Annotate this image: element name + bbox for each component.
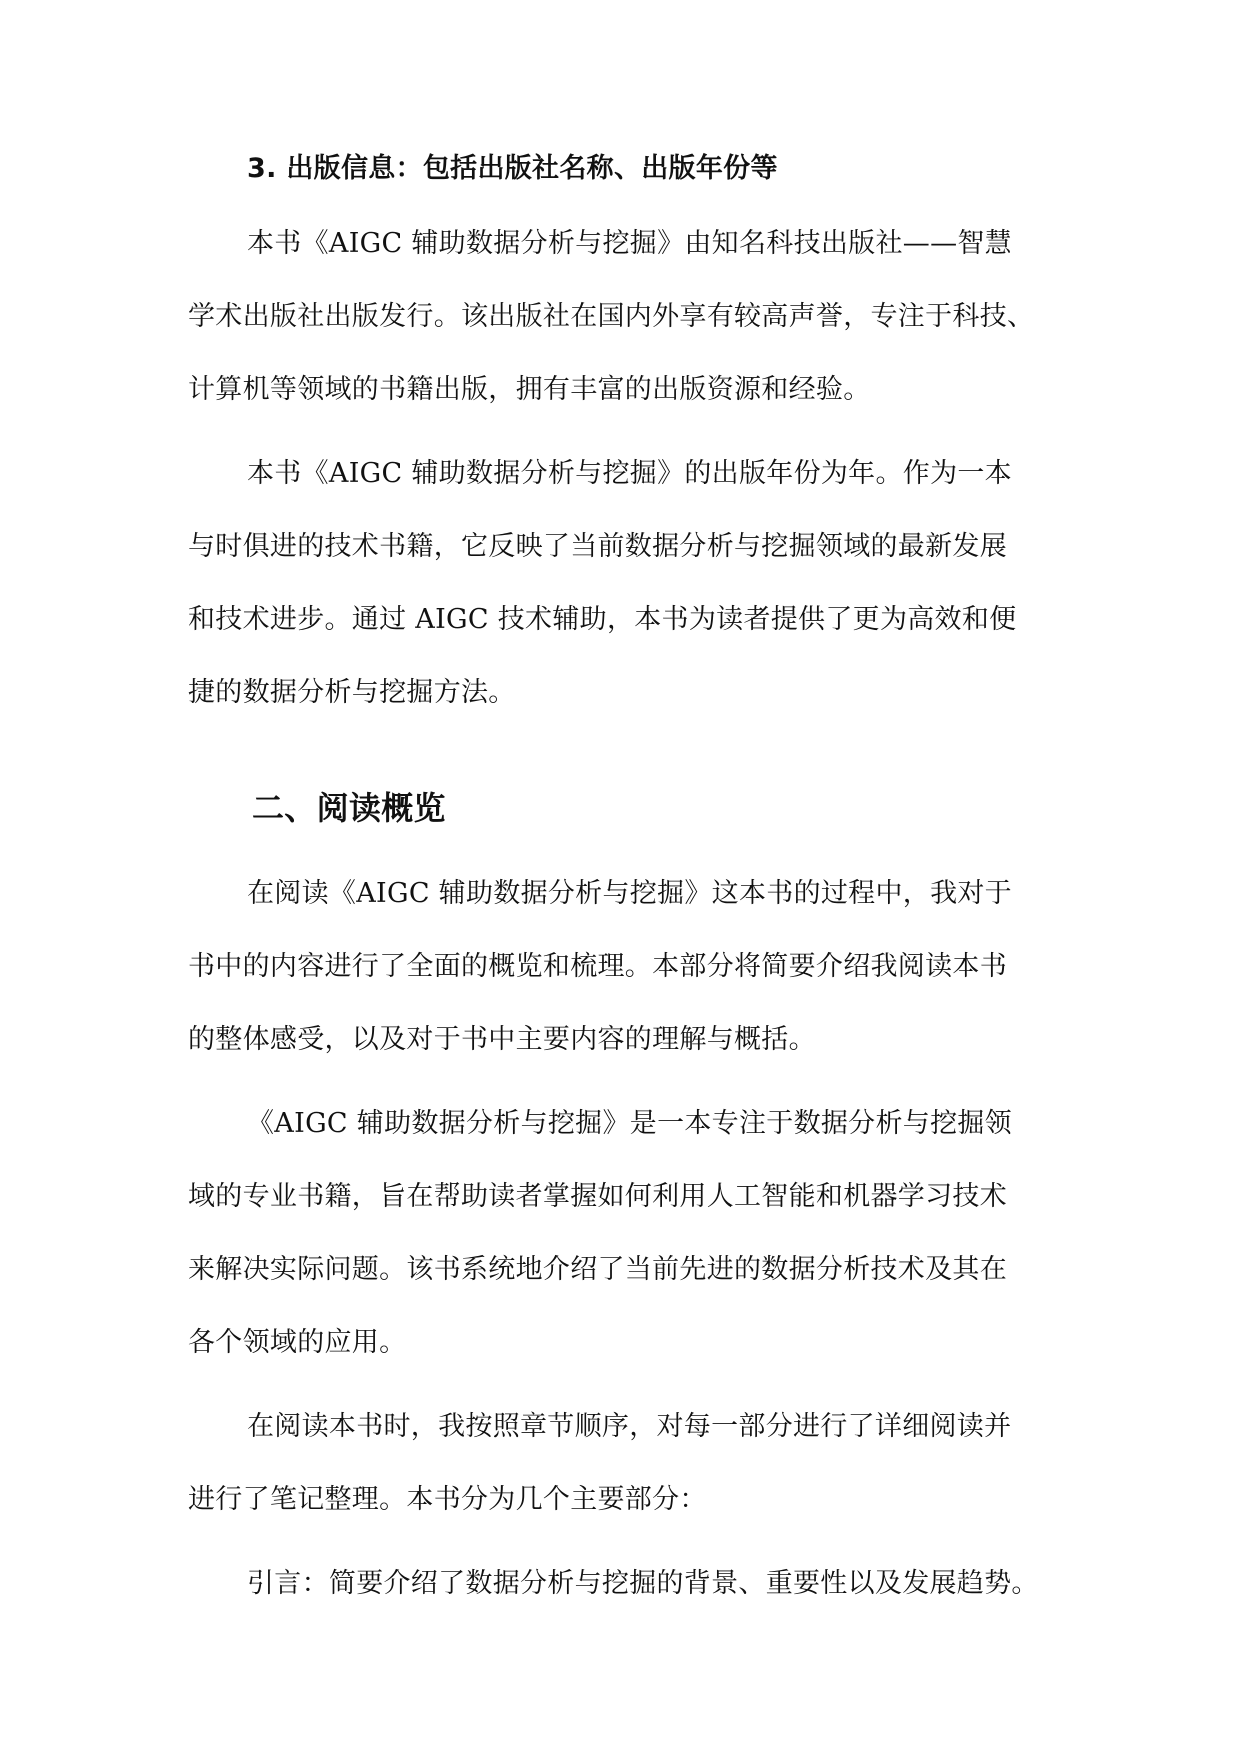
- section-heading-publication-info: 3. 出版信息：包括出版社名称、出版年份等: [247, 153, 778, 184]
- paragraph-line: 和技术进步。通过 AIGC 技术辅助，本书为读者提供了更为高效和便: [188, 604, 1017, 635]
- section-heading-reading-overview: 二、阅读概览: [252, 789, 446, 827]
- paragraph-line: 在阅读《AIGC 辅助数据分析与挖掘》这本书的过程中，我对于: [247, 878, 1012, 909]
- paragraph-line: 各个领域的应用。: [188, 1327, 407, 1358]
- paragraph-line: 来解决实际问题。该书系统地介绍了当前先进的数据分析技术及其在: [188, 1254, 1007, 1285]
- paragraph-line: 的整体感受，以及对于书中主要内容的理解与概括。: [188, 1024, 816, 1055]
- paragraph-line: 书中的内容进行了全面的概览和梳理。本部分将简要介绍我阅读本书: [188, 951, 1007, 982]
- paragraph-line: 进行了笔记整理。本书分为几个主要部分：: [188, 1484, 707, 1515]
- paragraph-line: 计算机等领域的书籍出版，拥有丰富的出版资源和经验。: [188, 374, 871, 405]
- paragraph-line: 本书《AIGC 辅助数据分析与挖掘》由知名科技出版社——智慧: [247, 228, 1012, 259]
- paragraph-line: 在阅读本书时，我按照章节顺序，对每一部分进行了详细阅读并: [247, 1411, 1012, 1442]
- paragraph-line: 本书《AIGC 辅助数据分析与挖掘》的出版年份为年。作为一本: [247, 458, 1012, 489]
- paragraph-line: 捷的数据分析与挖掘方法。: [188, 677, 516, 708]
- paragraph-line: 学术出版社出版发行。该出版社在国内外享有较高声誉，专注于科技、: [188, 301, 1035, 332]
- paragraph-line: 引言：简要介绍了数据分析与挖掘的背景、重要性以及发展趋势。: [247, 1568, 1039, 1599]
- paragraph-line: 域的专业书籍，旨在帮助读者掌握如何利用人工智能和机器学习技术: [188, 1181, 1007, 1212]
- paragraph-line: 与时俱进的技术书籍，它反映了当前数据分析与挖掘领域的最新发展: [188, 531, 1007, 562]
- paragraph-line: 《AIGC 辅助数据分析与挖掘》是一本专注于数据分析与挖掘领: [247, 1108, 1012, 1139]
